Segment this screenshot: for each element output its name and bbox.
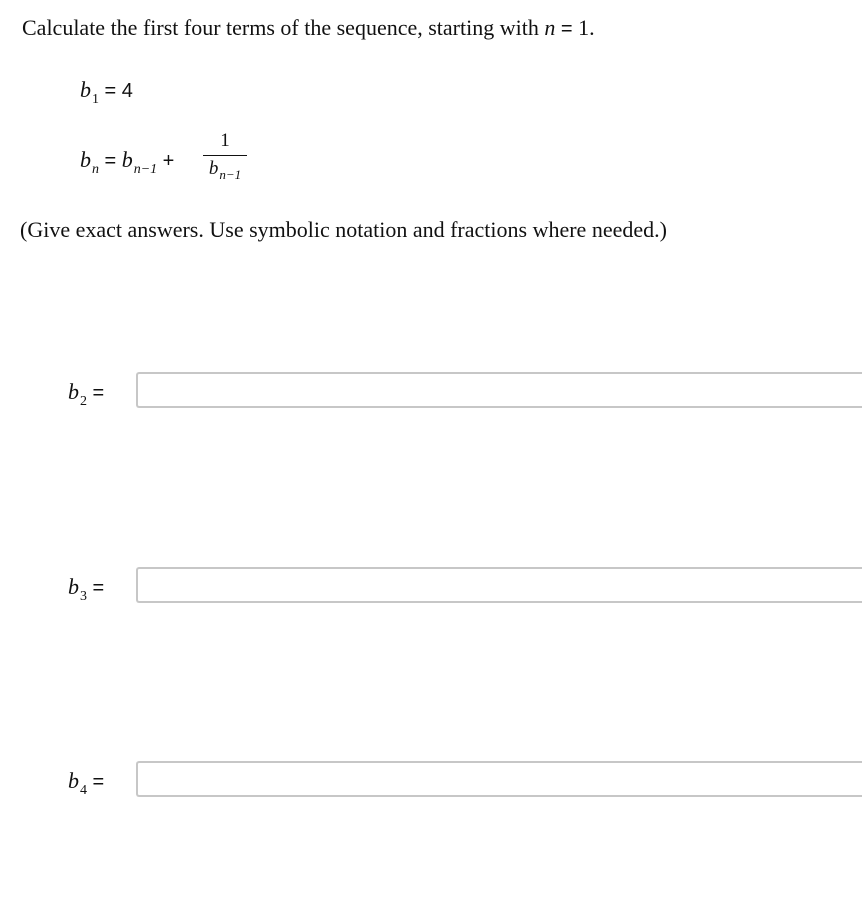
b4-equals: = xyxy=(92,771,105,793)
bn-subscript: n xyxy=(92,162,99,177)
b1-subscript: 1 xyxy=(92,92,99,107)
bn-symbol: b xyxy=(80,147,91,172)
instruction-period: . xyxy=(589,15,595,40)
fraction-numerator: 1 xyxy=(220,130,230,151)
bn-1-symbol: b xyxy=(121,147,133,172)
reciprocal-fraction xyxy=(203,130,247,181)
instruction-equals: = xyxy=(555,18,579,40)
b3-symbol: b xyxy=(68,574,79,599)
b2-symbol: b xyxy=(68,379,79,404)
recurrence-definition xyxy=(80,146,174,178)
b2-equals: = xyxy=(92,382,105,404)
fraction-denominator xyxy=(203,158,247,181)
b3-answer-input[interactable] xyxy=(136,567,862,603)
instruction-value: 1 xyxy=(578,15,590,40)
b2-label xyxy=(68,378,104,410)
b2-answer-input[interactable] xyxy=(136,372,862,408)
instruction-text xyxy=(22,14,595,43)
denominator-subscript: n−1 xyxy=(219,167,242,182)
b1-symbol: b xyxy=(80,77,91,102)
b4-answer-input[interactable] xyxy=(136,761,862,797)
b3-subscript: 3 xyxy=(80,589,87,604)
b4-symbol: b xyxy=(68,768,79,793)
b2-subscript: 2 xyxy=(80,394,87,409)
fraction-bar xyxy=(203,155,247,156)
b3-equals: = xyxy=(92,577,105,599)
bn-equals: = xyxy=(104,150,117,172)
bn-1-subscript: n−1 xyxy=(133,162,158,177)
b1-equals: = xyxy=(104,80,117,102)
initial-term-definition xyxy=(80,76,133,108)
answer-hint: (Give exact answers. Use symbolic notation and fractions where needed.) xyxy=(20,217,667,242)
denominator-symbol: b xyxy=(208,158,219,179)
plus-sign: + xyxy=(162,150,175,172)
b4-label xyxy=(68,767,104,799)
instruction-lead: Calculate the first four terms of the sequence, starting with xyxy=(22,15,545,40)
b3-label xyxy=(68,573,104,605)
instruction-variable: n xyxy=(544,15,556,40)
b1-value: 4 xyxy=(121,80,133,102)
b4-subscript: 4 xyxy=(80,783,87,798)
